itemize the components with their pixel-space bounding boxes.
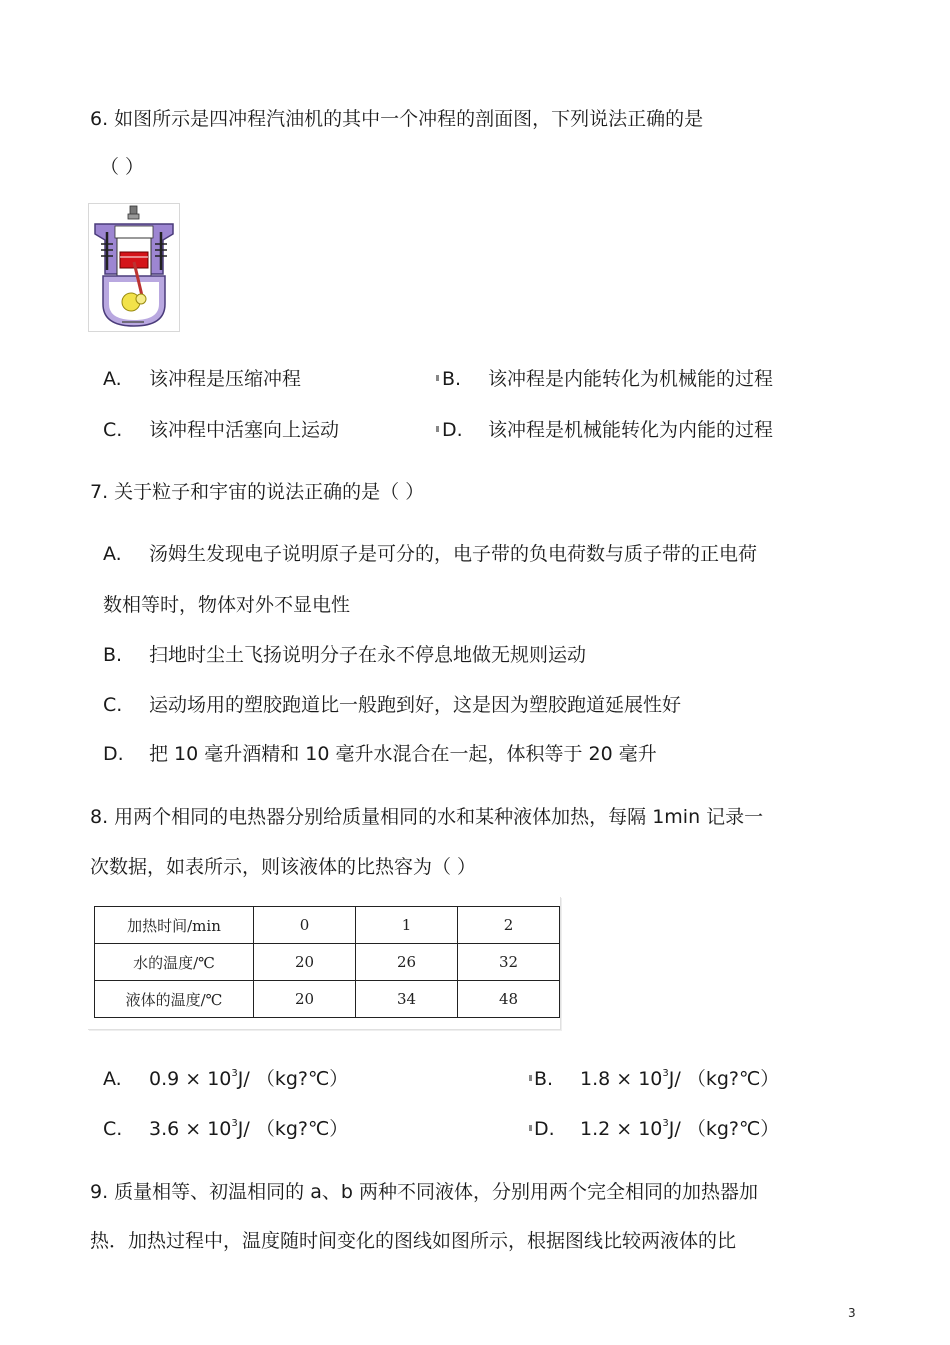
- q8-stem-line1: 8. 用两个相同的电热器分别给质量相同的水和某种液体加热，每隔 1min 记录一: [90, 806, 764, 828]
- option-exponent: 3: [231, 1118, 238, 1129]
- column-marker: [436, 375, 439, 381]
- q9-stem-line2: 热．加热过程中，温度随时间变化的图线如图所示，根据图线比较两液体的比: [90, 1230, 737, 1252]
- q6-stem: 6. 如图所示是四冲程汽油机的其中一个冲程的剖面图，下列说法正确的是: [90, 108, 704, 130]
- column-marker: [436, 426, 439, 432]
- table-cell: 加热时间/min: [95, 907, 254, 944]
- option-text: 该冲程是机械能转化为内能的过程: [488, 419, 774, 441]
- option-letter: A.: [103, 368, 122, 390]
- option-exponent: 3: [662, 1068, 669, 1079]
- option-text: 该冲程是内能转化为机械能的过程: [488, 368, 774, 390]
- q9-stem-line1: 9. 质量相等、初温相同的 a、b 两种不同液体，分别用两个完全相同的加热器加: [90, 1181, 758, 1203]
- option-letter: D.: [534, 1118, 555, 1140]
- q6-option-c[interactable]: [103, 418, 339, 442]
- column-marker: [529, 1075, 532, 1081]
- q7-option-a[interactable]: [103, 542, 757, 566]
- option-unit: J/ （kg?℃）: [237, 1118, 349, 1140]
- table-cell: 20: [254, 944, 356, 981]
- option-text: 汤姆生发现电子说明原子是可分的，电子带的负电荷数与质子带的正电荷: [149, 543, 758, 565]
- option-letter: C.: [103, 1118, 123, 1140]
- table-cell: 1: [356, 907, 458, 944]
- q7-option-c[interactable]: [103, 693, 681, 717]
- q7-stem: 7. 关于粒子和宇宙的说法正确的是（ ）: [90, 481, 425, 503]
- q6-answer-blank: （ ）: [100, 156, 145, 178]
- q8-stem-line2: 次数据，如表所示，则该液体的比热容为（ ）: [90, 856, 477, 878]
- option-text: 扫地时尘土飞扬说明分子在永不停息地做无规则运动: [149, 644, 587, 666]
- option-letter: C.: [103, 419, 123, 441]
- option-letter: B.: [534, 1068, 554, 1090]
- option-unit: J/ （kg?℃）: [668, 1068, 780, 1090]
- table-cell: 34: [356, 981, 458, 1018]
- heating-data-table: [88, 897, 561, 1030]
- option-letter: D.: [103, 743, 124, 765]
- q8-option-b[interactable]: [534, 1067, 779, 1091]
- option-letter: A.: [103, 1068, 122, 1090]
- option-letter: D.: [442, 419, 463, 441]
- table-row: [95, 944, 560, 981]
- option-coefficient: 0.9 × 10: [149, 1068, 232, 1090]
- column-marker: [529, 1125, 532, 1131]
- q8-option-a[interactable]: [103, 1067, 348, 1091]
- table-cell: 2: [458, 907, 560, 944]
- option-unit: J/ （kg?℃）: [237, 1068, 349, 1090]
- q8-option-c[interactable]: [103, 1117, 348, 1141]
- option-coefficient: 3.6 × 10: [149, 1118, 232, 1140]
- option-letter: C.: [103, 694, 123, 716]
- option-unit: J/ （kg?℃）: [668, 1118, 780, 1140]
- option-coefficient: 1.2 × 10: [580, 1118, 663, 1140]
- option-text: 该冲程是压缩冲程: [149, 368, 302, 390]
- engine-stroke-figure: [88, 203, 180, 332]
- table-cell: 水的温度/℃: [95, 944, 254, 981]
- option-coefficient: 1.8 × 10: [580, 1068, 663, 1090]
- table-cell: 0: [254, 907, 356, 944]
- table-cell: 32: [458, 944, 560, 981]
- table-row: [95, 981, 560, 1018]
- table-cell: 48: [458, 981, 560, 1018]
- data-table: [94, 906, 560, 1018]
- option-letter: A.: [103, 543, 122, 565]
- q7-option-a-continued: 数相等时，物体对外不显电性: [103, 594, 351, 616]
- q7-option-b[interactable]: [103, 643, 586, 667]
- table-header-row: [95, 907, 560, 944]
- option-letter: B.: [103, 644, 123, 666]
- q6-option-a[interactable]: [103, 367, 301, 391]
- engine-cross-section-image: [89, 204, 179, 331]
- q7-option-d[interactable]: [103, 742, 657, 766]
- page-number: 3: [848, 1306, 856, 1320]
- option-exponent: 3: [662, 1118, 669, 1129]
- q6-option-b[interactable]: [442, 367, 773, 391]
- table-cell: 液体的温度/℃: [95, 981, 254, 1018]
- table-cell: 20: [254, 981, 356, 1018]
- q8-option-d[interactable]: [534, 1117, 779, 1141]
- option-exponent: 3: [231, 1068, 238, 1079]
- table-cell: 26: [356, 944, 458, 981]
- option-text: 该冲程中活塞向上运动: [149, 419, 340, 441]
- option-letter: B.: [442, 368, 462, 390]
- option-text: 把 10 毫升酒精和 10 毫升水混合在一起，体积等于 20 毫升: [149, 743, 657, 765]
- q6-option-d[interactable]: [442, 418, 773, 442]
- option-text: 运动场用的塑胶跑道比一般跑到好，这是因为塑胶跑道延展性好: [149, 694, 682, 716]
